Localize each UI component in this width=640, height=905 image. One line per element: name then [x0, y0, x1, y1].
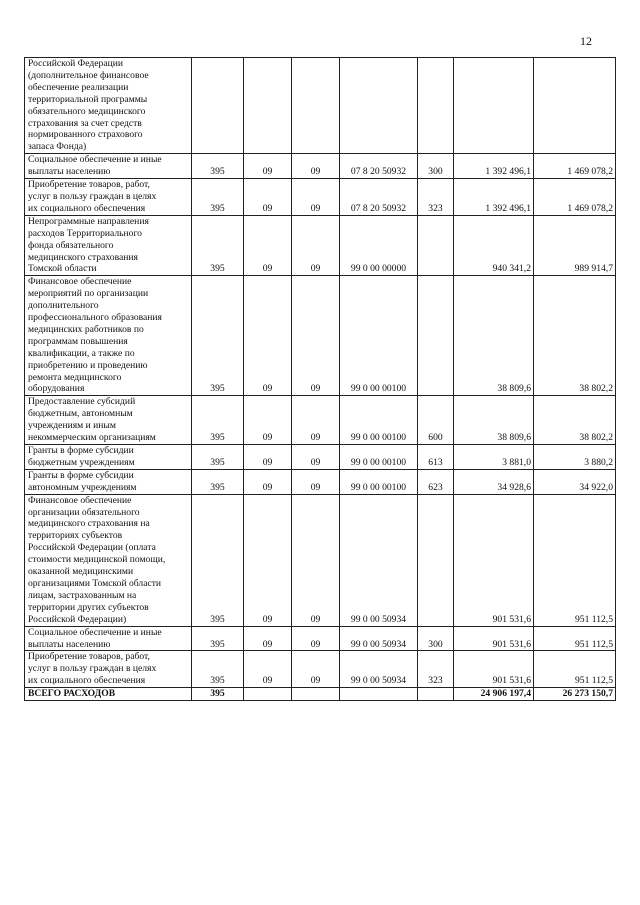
row-rz: 09 — [244, 179, 292, 216]
row-year2: 34 922,0 — [534, 469, 616, 494]
row-year1: 1 392 496,1 — [454, 154, 534, 179]
row-pr: 09 — [292, 626, 340, 651]
row-csr: 07 8 20 50932 — [340, 154, 418, 179]
empty-cell — [340, 688, 418, 701]
row-csr: 99 0 00 50934 — [340, 626, 418, 651]
row-csr: 99 0 00 50934 — [340, 651, 418, 688]
row-gr: 395 — [192, 215, 244, 276]
row-name: Финансовое обеспечение мероприятий по организации дополнительного профессионального образования медицинских работников по программам повышения квалификации, а также по приобретению и проведению ремонта медицинского оборудования — [25, 276, 192, 396]
row-year2: 1 469 078,2 — [534, 179, 616, 216]
row-pr: 09 — [292, 396, 340, 445]
row-gr: 395 — [192, 651, 244, 688]
row-gr: 395 — [192, 469, 244, 494]
row-rz: 09 — [244, 276, 292, 396]
row-gr: 395 — [192, 494, 244, 626]
row-pr — [292, 58, 340, 154]
row-vr: 300 — [418, 154, 454, 179]
row-gr: 395 — [192, 276, 244, 396]
row-year2: 951 112,5 — [534, 651, 616, 688]
row-vr: 613 — [418, 445, 454, 470]
row-csr: 99 0 00 00100 — [340, 276, 418, 396]
row-year2: 38 802,2 — [534, 396, 616, 445]
row-gr: 395 — [192, 154, 244, 179]
row-rz — [244, 58, 292, 154]
row-year1: 3 881,0 — [454, 445, 534, 470]
row-name: Финансовое обеспечение организации обязательного медицинского страхования на территориях субъектов Российской Федерации (оплата стоимости медицинской помощи, оказанной медицинскими организациями Томской области лицам, застрахованным на территории других субъектов Российской Федерации) — [25, 494, 192, 626]
row-gr: 395 — [192, 396, 244, 445]
row-vr — [418, 58, 454, 154]
row-year2: 38 802,2 — [534, 276, 616, 396]
table-row — [25, 179, 616, 216]
row-year1: 901 531,6 — [454, 626, 534, 651]
row-rz: 09 — [244, 215, 292, 276]
row-gr — [192, 58, 244, 154]
row-year1: 901 531,6 — [454, 494, 534, 626]
table-row — [25, 58, 616, 154]
row-name: Приобретение товаров, работ, услуг в пользу граждан в целях их социального обеспечения — [25, 179, 192, 216]
row-year1: 38 809,6 — [454, 276, 534, 396]
row-vr: 300 — [418, 626, 454, 651]
row-vr — [418, 276, 454, 396]
row-csr: 07 8 20 50932 — [340, 179, 418, 216]
row-name: Непрограммные направления расходов Территориального фонда обязательного медицинского страхования Томской области — [25, 215, 192, 276]
row-year1: 34 928,6 — [454, 469, 534, 494]
row-year2: 951 112,5 — [534, 494, 616, 626]
table-row — [25, 469, 616, 494]
table-row — [25, 445, 616, 470]
row-year1 — [454, 58, 534, 154]
row-rz: 09 — [244, 154, 292, 179]
row-year1: 1 392 496,1 — [454, 179, 534, 216]
row-vr — [418, 215, 454, 276]
row-vr: 623 — [418, 469, 454, 494]
row-gr: 395 — [192, 626, 244, 651]
row-year2: 989 914,7 — [534, 215, 616, 276]
row-csr: 99 0 00 00100 — [340, 469, 418, 494]
row-pr: 09 — [292, 276, 340, 396]
total-year1: 24 906 197,4 — [454, 688, 534, 701]
row-year2: 1 469 078,2 — [534, 154, 616, 179]
empty-cell — [418, 688, 454, 701]
total-row — [25, 688, 616, 701]
row-vr: 323 — [418, 179, 454, 216]
row-pr: 09 — [292, 179, 340, 216]
row-csr — [340, 58, 418, 154]
row-csr: 99 0 00 00100 — [340, 445, 418, 470]
table-row — [25, 396, 616, 445]
row-rz: 09 — [244, 469, 292, 494]
row-year2: 951 112,5 — [534, 626, 616, 651]
row-name: Гранты в форме субсидии автономным учреждениям — [25, 469, 192, 494]
total-label: ВСЕГО РАСХОДОВ — [25, 688, 192, 701]
row-year1: 940 341,2 — [454, 215, 534, 276]
empty-cell — [292, 688, 340, 701]
total-gr: 395 — [192, 688, 244, 701]
row-year2: 3 880,2 — [534, 445, 616, 470]
row-rz: 09 — [244, 494, 292, 626]
row-pr: 09 — [292, 651, 340, 688]
row-pr: 09 — [292, 469, 340, 494]
row-name: Социальное обеспечение и иные выплаты населению — [25, 154, 192, 179]
row-rz: 09 — [244, 626, 292, 651]
row-vr: 323 — [418, 651, 454, 688]
row-year1: 38 809,6 — [454, 396, 534, 445]
row-name: Социальное обеспечение и иные выплаты населению — [25, 626, 192, 651]
table-row — [25, 154, 616, 179]
row-name: Гранты в форме субсидии бюджетным учреждениям — [25, 445, 192, 470]
row-csr: 99 0 00 50934 — [340, 494, 418, 626]
row-csr: 99 0 00 00100 — [340, 396, 418, 445]
table-row — [25, 215, 616, 276]
row-vr: 600 — [418, 396, 454, 445]
row-name: Российской Федерации (дополнительное финансовое обеспечение реализации территориальной программы обязательного медицинского страхования за счет средств нормированного страхового запаса Фонда) — [25, 58, 192, 154]
row-vr — [418, 494, 454, 626]
row-gr: 395 — [192, 445, 244, 470]
row-name: Предоставление субсидий бюджетным, автономным учреждениям и иным некоммерческим организациям — [25, 396, 192, 445]
empty-cell — [244, 688, 292, 701]
table-row — [25, 651, 616, 688]
row-year1: 901 531,6 — [454, 651, 534, 688]
row-rz: 09 — [244, 445, 292, 470]
row-pr: 09 — [292, 494, 340, 626]
table-row — [25, 626, 616, 651]
row-year2 — [534, 58, 616, 154]
row-csr: 99 0 00 00000 — [340, 215, 418, 276]
table-row — [25, 494, 616, 626]
row-gr: 395 — [192, 179, 244, 216]
row-pr: 09 — [292, 154, 340, 179]
row-pr: 09 — [292, 215, 340, 276]
table-row — [25, 276, 616, 396]
row-rz: 09 — [244, 396, 292, 445]
row-rz: 09 — [244, 651, 292, 688]
row-name: Приобретение товаров, работ, услуг в пользу граждан в целях их социального обеспечения — [25, 651, 192, 688]
page-number: 12 — [580, 34, 592, 48]
budget-table — [24, 57, 616, 701]
row-pr: 09 — [292, 445, 340, 470]
total-year2: 26 273 150,7 — [534, 688, 616, 701]
